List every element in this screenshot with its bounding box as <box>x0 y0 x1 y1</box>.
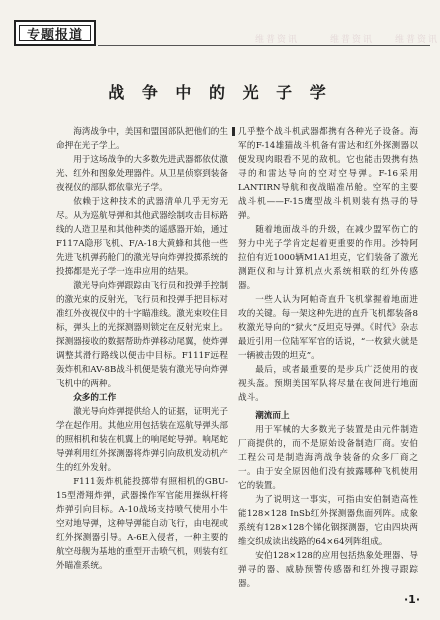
header-rule <box>98 45 430 46</box>
paragraph: 安伯128×128的应用包括热象处理器、导弹寻的器、威胁预警传感器和红外搜寻跟踪器。 <box>238 551 418 589</box>
paragraph: 为了说明这一事实，可指由安伯制造高性能128×128 InSb红外探测器焦面列阵。成象系统有128×128个锑化铟探测器，它由四块两维交织成读出线路的64×64列阵组成。 <box>238 495 418 547</box>
column-marker <box>232 127 235 136</box>
watermark-text: 维普资讯 <box>330 35 375 45</box>
section-label: 专题报道 <box>26 27 83 43</box>
section-badge <box>14 20 96 46</box>
right-column <box>238 125 418 591</box>
paragraph: 随着地面战斗的升级，在减少盟军伤亡的努力中光子学肯定起着更重要的作用。沙特阿拉伯有近1000辆M1A1坦克，它们装备了激光测距仪和与计算机点火系统相联的红外传感器。 <box>238 225 418 291</box>
left-column <box>56 125 228 573</box>
paragraph: 一些人认为阿帕奇直升飞机掌握着地面进攻的关键。每一架这种先进的直升飞机都装备8枚激光导向的“狱火”反坦克导弹。《时代》杂志最近引用一位陆军军官的话说，“一枚狱火就是一辆被击毁的坦克”。 <box>238 295 418 361</box>
watermark-text: 维普资讯 <box>395 35 440 45</box>
paragraph: 海湾战争中，美国和盟国部队把他们的生命押在光子学上。 <box>56 127 228 151</box>
paragraph: F111轰炸机能投掷带有照相机的GBU-15型滑翔炸弹，武器操作军官能用操纵杆将炸弹引向目标。A-10战场支持喷气使用小牛空对地导弹，这种导弹能自动飞行，由电视或红外探测器引导。A-6E入侵者，一种主要的航空母舰为基地的重型开击喷气机，则装有红外瞄准系统。 <box>56 477 228 571</box>
paragraph: 几乎整个战斗机武器都携有各种光子设备。海军的F-14雄猫战斗机备有雷达和红外探测器以便发现肉眼看不见的敌机。它也能击毁携有热寻的和雷达导向的空对空导弹。F-16采用LANTIRN导航和夜战瞄准吊舱。空军的主要战斗机——F-15鹰型战斗机则装有热寻的导弹。 <box>238 127 418 221</box>
watermark-text: 维普资讯 <box>255 35 300 45</box>
paragraph: 最后，或者最重要的是步兵广泛使用的夜视头盔。预期美国军队将尽量在夜间进行地面战斗。 <box>238 365 418 403</box>
paragraph: 依赖于这种技术的武器清单几乎无穷无尽。从为巡航导弹和其他武器绘制攻击目标路线的人造卫星和其他种类的遥感器开始，通过F117A隐形飞机、F/A-18大黄蜂和其他一些先进飞机弹药舱门的激光导向炸弹投掷系统的投掷都是光子学一连串应用的结果。 <box>56 197 228 277</box>
paragraph: 用于军械的大多数光子装置是由元件制造厂商提供的，而不是原始设备制造厂商。安伯工程公司是制造海湾战争装备的众多厂商之一。由于安全原因他们没有披露哪种飞机使用它的装置。 <box>238 425 418 491</box>
article-title: 战 争 中 的 光 子 学 <box>108 83 332 102</box>
paragraph: 用于这场战争的大多数先进武器都依仗激光、红外和图象处理器件。从卫星侦察到装备夜视仪的部队都依靠光子学。 <box>56 155 228 193</box>
page-number: ·1· <box>403 593 420 606</box>
section-subheading: 众多的工作 <box>73 393 117 403</box>
paragraph: 激光导向炸弹提供给人的证据，证明光子学在起作用。其他应用包括装在巡航导弹头部的照相机和装在机翼上的响尾蛇导弹。响尾蛇导弹利用红外探测器将炸弹引向敌机发动机产生的红外发射。 <box>56 407 228 473</box>
section-subheading: 潮流而上 <box>255 411 290 421</box>
paragraph: 激光导向炸弹跟踪由飞行员和投弹手控制的激光束的反射光，飞行员和投弹手把目标对准红外夜视仪中的十字瞄准线。激光束咬住目标，弹头上的光探测器则锁定在反射光束上。探测器接收的数据帮助炸弹移动尾翼，使炸弹调整其滑行路线以便击中目标。F111F远程轰炸机和AV-8B战斗机便是装有激光导向炸弹飞机中的两种。 <box>56 281 228 389</box>
